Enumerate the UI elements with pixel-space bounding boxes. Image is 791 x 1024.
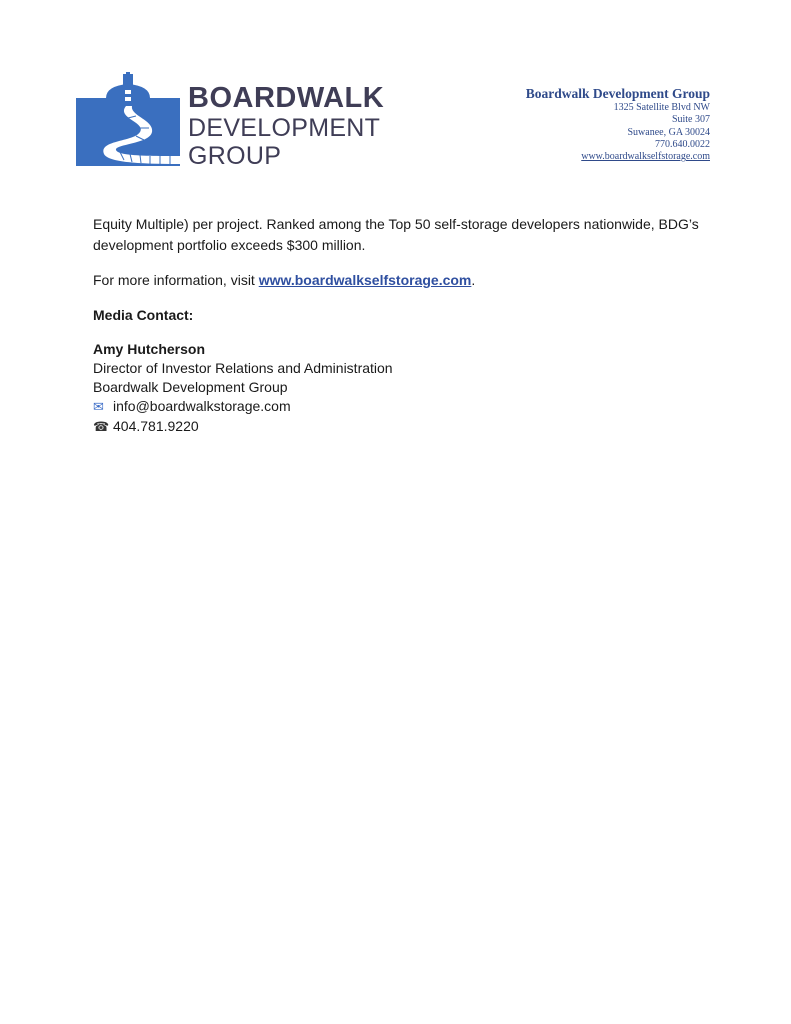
portfolio-paragraph: Equity Multiple) per project. Ranked among the Top 50 self-storage developers nationwide, BDG’s development portfolio exceeds $300 million. bbox=[93, 216, 699, 253]
logo-line-development: DEVELOPMENT bbox=[188, 114, 381, 142]
letterhead-company: Boardwalk Development Group bbox=[525, 86, 710, 101]
website-link[interactable]: www.boardwalkselfstorage.com bbox=[258, 272, 472, 288]
more-info-paragraph bbox=[93, 270, 713, 291]
letterhead-street: 1325 Satellite Blvd NW bbox=[613, 102, 710, 113]
more-info-text: For more information, visit bbox=[93, 272, 259, 288]
contact-name: Amy Hutcherson bbox=[93, 341, 206, 357]
logo-wordmark bbox=[188, 84, 384, 169]
contact-email-row bbox=[93, 397, 713, 417]
logo-line-boardwalk: BOARDWALK bbox=[188, 82, 385, 114]
envelope-icon: ✉ bbox=[93, 400, 104, 415]
letterhead-suite: Suite 307 bbox=[671, 114, 710, 126]
contact-phone-row bbox=[93, 417, 713, 437]
letterhead-city: Suwanee, GA 30024 bbox=[627, 126, 710, 138]
contact-phone: 404.781.9220 bbox=[113, 418, 199, 434]
contact-title: Director of Investor Relations and Administration bbox=[93, 360, 393, 376]
letterhead-website-link[interactable]: www.boardwalkselfstorage.com bbox=[581, 151, 710, 163]
company-logo bbox=[76, 72, 386, 170]
contact-email[interactable]: info@boardwalkstorage.com bbox=[113, 398, 291, 414]
letterhead-address bbox=[526, 86, 710, 163]
contact-company: Boardwalk Development Group bbox=[93, 379, 288, 395]
more-info-period: . bbox=[471, 272, 476, 288]
document-body bbox=[93, 214, 713, 437]
media-contact-heading: Media Contact: bbox=[93, 307, 194, 323]
letterhead-phone: 770.640.0022 bbox=[655, 138, 710, 150]
contact-block bbox=[93, 340, 713, 437]
phone-icon: ☎ bbox=[93, 420, 110, 435]
lighthouse-boardwalk-logo-icon bbox=[76, 72, 180, 168]
logo-line-group: GROUP bbox=[188, 142, 282, 170]
